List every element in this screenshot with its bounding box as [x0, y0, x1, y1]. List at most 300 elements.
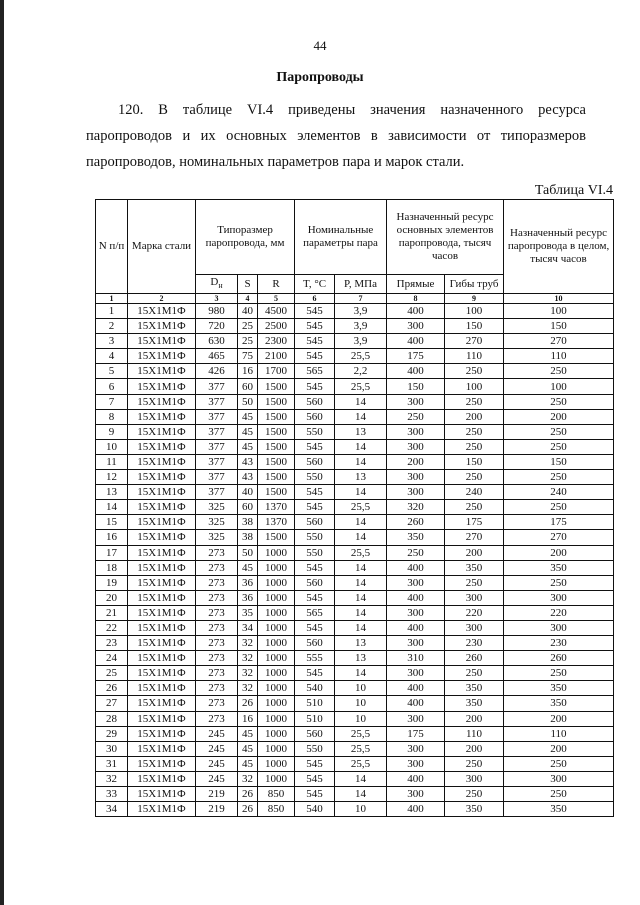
table-row: [96, 364, 614, 379]
dn-value: 273: [196, 575, 238, 590]
t-value: 565: [295, 364, 335, 379]
header-p: P, МПа: [335, 275, 387, 294]
total-value: 250: [504, 439, 614, 454]
straight-value: 300: [387, 711, 445, 726]
p-value: 25,5: [335, 756, 387, 771]
bends-value: 250: [445, 666, 504, 681]
p-value: 10: [335, 711, 387, 726]
t-value: 545: [295, 334, 335, 349]
t-value: 560: [295, 394, 335, 409]
s-value: 32: [238, 771, 258, 786]
total-value: 110: [504, 726, 614, 741]
r-value: 1700: [258, 364, 295, 379]
straight-value: 400: [387, 304, 445, 319]
row-index: 2: [96, 319, 128, 334]
table-row: [96, 379, 614, 394]
row-index: 12: [96, 470, 128, 485]
straight-value: 300: [387, 394, 445, 409]
row-index: 29: [96, 726, 128, 741]
t-value: 545: [295, 485, 335, 500]
r-value: 1000: [258, 771, 295, 786]
row-index: 15: [96, 515, 128, 530]
s-value: 25: [238, 334, 258, 349]
column-number: 5: [258, 294, 295, 304]
total-value: 250: [504, 666, 614, 681]
r-value: 1000: [258, 651, 295, 666]
s-value: 45: [238, 424, 258, 439]
total-value: 350: [504, 681, 614, 696]
steel-grade: 15Х1М1Ф: [128, 802, 196, 817]
straight-value: 175: [387, 726, 445, 741]
header-grade: Марка стали: [128, 200, 196, 294]
table-row: [96, 651, 614, 666]
s-value: 60: [238, 379, 258, 394]
t-value: 545: [295, 590, 335, 605]
bends-value: 175: [445, 515, 504, 530]
r-value: 1500: [258, 439, 295, 454]
r-value: 2500: [258, 319, 295, 334]
straight-value: 400: [387, 590, 445, 605]
row-index: 32: [96, 771, 128, 786]
r-value: 1500: [258, 470, 295, 485]
p-value: 14: [335, 394, 387, 409]
row-index: 31: [96, 756, 128, 771]
dn-value: 465: [196, 349, 238, 364]
table-row: [96, 696, 614, 711]
bends-value: 220: [445, 605, 504, 620]
r-value: 2100: [258, 349, 295, 364]
column-number: 6: [295, 294, 335, 304]
dn-value: 219: [196, 802, 238, 817]
p-value: 14: [335, 515, 387, 530]
total-value: 150: [504, 454, 614, 469]
r-value: 1000: [258, 681, 295, 696]
s-value: 45: [238, 726, 258, 741]
bends-value: 250: [445, 787, 504, 802]
steel-grade: 15Х1М1Ф: [128, 681, 196, 696]
row-index: 10: [96, 439, 128, 454]
bends-value: 250: [445, 424, 504, 439]
r-value: 1000: [258, 696, 295, 711]
dn-value: 245: [196, 756, 238, 771]
s-value: 60: [238, 500, 258, 515]
total-value: 250: [504, 756, 614, 771]
t-value: 545: [295, 787, 335, 802]
p-value: 25,5: [335, 349, 387, 364]
p-value: 10: [335, 681, 387, 696]
column-number: 2: [128, 294, 196, 304]
table-caption: Таблица VI.4: [534, 183, 613, 198]
s-value: 35: [238, 605, 258, 620]
steel-grade: 15Х1М1Ф: [128, 319, 196, 334]
r-value: 1000: [258, 605, 295, 620]
r-value: 1000: [258, 666, 295, 681]
row-index: 22: [96, 620, 128, 635]
p-value: 10: [335, 696, 387, 711]
p-value: 14: [335, 485, 387, 500]
straight-value: 300: [387, 439, 445, 454]
column-number: 7: [335, 294, 387, 304]
row-index: 14: [96, 500, 128, 515]
steel-grade: 15Х1М1Ф: [128, 439, 196, 454]
bends-value: 250: [445, 575, 504, 590]
bends-value: 250: [445, 439, 504, 454]
dn-value: 273: [196, 605, 238, 620]
p-value: 10: [335, 802, 387, 817]
table-row: [96, 681, 614, 696]
r-value: 1500: [258, 424, 295, 439]
p-value: 14: [335, 530, 387, 545]
header-bends: Гибы труб: [445, 275, 504, 294]
table-row: [96, 666, 614, 681]
bends-value: 350: [445, 696, 504, 711]
t-value: 545: [295, 756, 335, 771]
straight-value: 300: [387, 605, 445, 620]
steel-grade: 15Х1М1Ф: [128, 787, 196, 802]
straight-value: 300: [387, 424, 445, 439]
resource-table: [95, 199, 614, 817]
s-value: 16: [238, 711, 258, 726]
bends-value: 250: [445, 470, 504, 485]
bends-value: 200: [445, 545, 504, 560]
dn-value: 325: [196, 500, 238, 515]
steel-grade: 15Х1М1Ф: [128, 651, 196, 666]
column-number: 9: [445, 294, 504, 304]
s-value: 45: [238, 741, 258, 756]
table-row: [96, 711, 614, 726]
steel-grade: 15Х1М1Ф: [128, 696, 196, 711]
steel-grade: 15Х1М1Ф: [128, 560, 196, 575]
dn-value: 273: [196, 590, 238, 605]
dn-value: 377: [196, 394, 238, 409]
dn-value: 377: [196, 439, 238, 454]
p-value: 14: [335, 605, 387, 620]
table-row: [96, 741, 614, 756]
straight-value: 250: [387, 545, 445, 560]
straight-value: 400: [387, 681, 445, 696]
r-value: 1500: [258, 409, 295, 424]
t-value: 545: [295, 771, 335, 786]
r-value: 1370: [258, 515, 295, 530]
bends-value: 250: [445, 500, 504, 515]
dn-value: 720: [196, 319, 238, 334]
straight-value: 300: [387, 575, 445, 590]
r-value: 1000: [258, 560, 295, 575]
p-value: 14: [335, 590, 387, 605]
r-value: 2300: [258, 334, 295, 349]
row-index: 30: [96, 741, 128, 756]
r-value: 850: [258, 787, 295, 802]
s-value: 32: [238, 681, 258, 696]
dn-value: 325: [196, 530, 238, 545]
total-value: 250: [504, 500, 614, 515]
table-row: [96, 394, 614, 409]
total-value: 300: [504, 620, 614, 635]
r-value: 1000: [258, 756, 295, 771]
t-value: 565: [295, 605, 335, 620]
row-index: 27: [96, 696, 128, 711]
p-value: 13: [335, 470, 387, 485]
t-value: 550: [295, 424, 335, 439]
row-index: 25: [96, 666, 128, 681]
dn-value: 377: [196, 379, 238, 394]
column-number: 3: [196, 294, 238, 304]
dn-value: 245: [196, 741, 238, 756]
total-value: 300: [504, 590, 614, 605]
column-number: 10: [504, 294, 614, 304]
bends-value: 110: [445, 726, 504, 741]
straight-value: 400: [387, 771, 445, 786]
r-value: 1500: [258, 394, 295, 409]
straight-value: 300: [387, 756, 445, 771]
s-value: 16: [238, 364, 258, 379]
p-value: 3,9: [335, 319, 387, 334]
total-value: 200: [504, 711, 614, 726]
table-row: [96, 636, 614, 651]
steel-grade: 15Х1М1Ф: [128, 771, 196, 786]
row-index: 23: [96, 636, 128, 651]
steel-grade: 15Х1М1Ф: [128, 334, 196, 349]
table-row: [96, 560, 614, 575]
dn-value: 245: [196, 726, 238, 741]
total-value: 250: [504, 364, 614, 379]
r-value: 1500: [258, 485, 295, 500]
straight-value: 400: [387, 364, 445, 379]
p-value: 3,9: [335, 334, 387, 349]
bends-value: 250: [445, 394, 504, 409]
table-row: [96, 787, 614, 802]
table-row: [96, 424, 614, 439]
paragraph-line: паропроводов и их основных элементов в зависимости от типоразмеров: [86, 128, 586, 144]
dn-value: 426: [196, 364, 238, 379]
bends-value: 300: [445, 620, 504, 635]
p-value: 2,2: [335, 364, 387, 379]
bends-value: 270: [445, 334, 504, 349]
section-title: Паропроводы: [276, 70, 364, 85]
t-value: 545: [295, 379, 335, 394]
straight-value: 300: [387, 666, 445, 681]
steel-grade: 15Х1М1Ф: [128, 364, 196, 379]
total-value: 250: [504, 394, 614, 409]
bends-value: 250: [445, 364, 504, 379]
steel-grade: 15Х1М1Ф: [128, 741, 196, 756]
total-value: 100: [504, 379, 614, 394]
header-elements-group: Назначенный ресурс основных элементов паропровода, тысяч часов: [387, 200, 504, 275]
straight-value: 300: [387, 470, 445, 485]
dn-value: 219: [196, 787, 238, 802]
row-index: 6: [96, 379, 128, 394]
total-value: 250: [504, 575, 614, 590]
table-body: [96, 304, 614, 817]
steel-grade: 15Х1М1Ф: [128, 636, 196, 651]
straight-value: 400: [387, 802, 445, 817]
row-index: 13: [96, 485, 128, 500]
dn-value: 377: [196, 485, 238, 500]
paragraph-line: паропроводов, номинальных параметров пара и марок стали.: [86, 154, 465, 170]
t-value: 560: [295, 515, 335, 530]
table-row: [96, 500, 614, 515]
steel-grade: 15Х1М1Ф: [128, 515, 196, 530]
row-index: 33: [96, 787, 128, 802]
p-value: 14: [335, 771, 387, 786]
r-value: 1500: [258, 379, 295, 394]
steel-grade: 15Х1М1Ф: [128, 711, 196, 726]
total-value: 110: [504, 349, 614, 364]
bends-value: 150: [445, 454, 504, 469]
table-row: [96, 349, 614, 364]
s-value: 75: [238, 349, 258, 364]
p-value: 25,5: [335, 379, 387, 394]
t-value: 550: [295, 545, 335, 560]
straight-value: 150: [387, 379, 445, 394]
bends-value: 240: [445, 485, 504, 500]
t-value: 560: [295, 454, 335, 469]
s-value: 38: [238, 515, 258, 530]
row-index: 20: [96, 590, 128, 605]
t-value: 545: [295, 500, 335, 515]
dn-value: 273: [196, 696, 238, 711]
table-row: [96, 334, 614, 349]
bends-value: 250: [445, 756, 504, 771]
t-value: 560: [295, 409, 335, 424]
s-value: 36: [238, 575, 258, 590]
table-row: [96, 802, 614, 817]
table-row: [96, 530, 614, 545]
s-value: 45: [238, 409, 258, 424]
bends-value: 300: [445, 771, 504, 786]
bends-value: 200: [445, 711, 504, 726]
dn-value: 980: [196, 304, 238, 319]
row-index: 3: [96, 334, 128, 349]
row-index: 11: [96, 454, 128, 469]
bends-value: 110: [445, 349, 504, 364]
straight-value: 400: [387, 334, 445, 349]
dn-value: 273: [196, 560, 238, 575]
header-straight: Прямые: [387, 275, 445, 294]
total-value: 250: [504, 424, 614, 439]
table-row: [96, 515, 614, 530]
row-index: 9: [96, 424, 128, 439]
s-value: 40: [238, 485, 258, 500]
t-value: 550: [295, 530, 335, 545]
s-value: 40: [238, 304, 258, 319]
p-value: 14: [335, 454, 387, 469]
total-value: 100: [504, 304, 614, 319]
total-value: 200: [504, 741, 614, 756]
total-value: 250: [504, 470, 614, 485]
dn-value: 273: [196, 636, 238, 651]
s-value: 32: [238, 636, 258, 651]
table-row: [96, 439, 614, 454]
steel-grade: 15Х1М1Ф: [128, 756, 196, 771]
dn-value: 273: [196, 711, 238, 726]
s-value: 50: [238, 394, 258, 409]
table-row: [96, 620, 614, 635]
r-value: 1500: [258, 530, 295, 545]
bends-value: 270: [445, 530, 504, 545]
table-row: [96, 590, 614, 605]
total-value: 350: [504, 696, 614, 711]
straight-value: 400: [387, 560, 445, 575]
steel-grade: 15Х1М1Ф: [128, 530, 196, 545]
row-index: 18: [96, 560, 128, 575]
r-value: 1000: [258, 620, 295, 635]
straight-value: 300: [387, 741, 445, 756]
straight-value: 300: [387, 636, 445, 651]
page-number: 44: [313, 38, 327, 53]
row-index: 8: [96, 409, 128, 424]
r-value: 1500: [258, 454, 295, 469]
table-row: [96, 575, 614, 590]
s-value: 26: [238, 696, 258, 711]
bends-value: 260: [445, 651, 504, 666]
s-value: 26: [238, 802, 258, 817]
row-index: 7: [96, 394, 128, 409]
dn-value: 273: [196, 666, 238, 681]
straight-value: 400: [387, 696, 445, 711]
t-value: 545: [295, 349, 335, 364]
r-value: 850: [258, 802, 295, 817]
p-value: 14: [335, 439, 387, 454]
bends-value: 100: [445, 379, 504, 394]
steel-grade: 15Х1М1Ф: [128, 379, 196, 394]
total-value: 260: [504, 651, 614, 666]
r-value: 1000: [258, 575, 295, 590]
steel-grade: 15Х1М1Ф: [128, 620, 196, 635]
t-value: 540: [295, 681, 335, 696]
bends-value: 200: [445, 741, 504, 756]
steel-grade: 15Х1М1Ф: [128, 666, 196, 681]
table-row: [96, 771, 614, 786]
steel-grade: 15Х1М1Ф: [128, 726, 196, 741]
steel-grade: 15Х1М1Ф: [128, 485, 196, 500]
table-row: [96, 409, 614, 424]
straight-value: 300: [387, 319, 445, 334]
r-value: 1000: [258, 590, 295, 605]
p-value: 14: [335, 560, 387, 575]
total-value: 150: [504, 319, 614, 334]
total-value: 240: [504, 485, 614, 500]
steel-grade: 15Х1М1Ф: [128, 394, 196, 409]
s-value: 32: [238, 666, 258, 681]
t-value: 550: [295, 741, 335, 756]
t-value: 550: [295, 470, 335, 485]
table-row: [96, 454, 614, 469]
dn-value: 273: [196, 545, 238, 560]
dn-value: 630: [196, 334, 238, 349]
straight-value: 260: [387, 515, 445, 530]
dn-value: 245: [196, 771, 238, 786]
header-n: N п/п: [96, 200, 128, 294]
dn-value: 377: [196, 470, 238, 485]
table-row: [96, 485, 614, 500]
p-value: 3,9: [335, 304, 387, 319]
straight-value: 350: [387, 530, 445, 545]
column-number: 1: [96, 294, 128, 304]
dn-value: 377: [196, 424, 238, 439]
steel-grade: 15Х1М1Ф: [128, 409, 196, 424]
intro-paragraph: [86, 97, 586, 175]
row-index: 21: [96, 605, 128, 620]
straight-value: 200: [387, 454, 445, 469]
steel-grade: 15Х1М1Ф: [128, 349, 196, 364]
dn-value: 273: [196, 620, 238, 635]
bends-value: 100: [445, 304, 504, 319]
s-value: 36: [238, 590, 258, 605]
row-index: 1: [96, 304, 128, 319]
total-value: 175: [504, 515, 614, 530]
bends-value: 230: [445, 636, 504, 651]
